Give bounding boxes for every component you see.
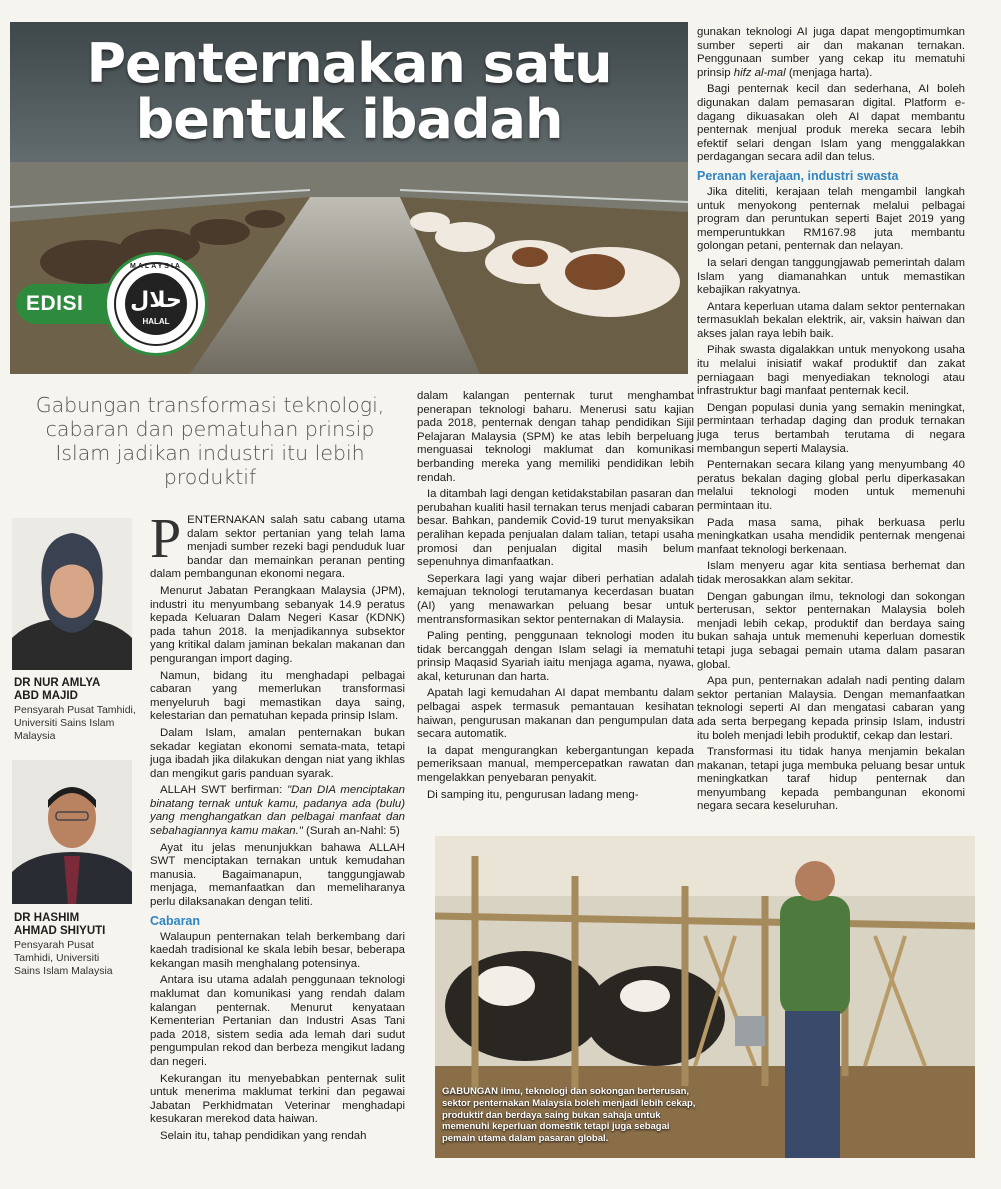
paragraph: dalam kalangan penternak turut menghambat penerapan teknologi baharu. Menerusi satu kajian pada 2018, penternak dengan tahap pendidikan Sijil Pelajaran Malaysia (SPM) ke atas lebih berpeluang menguasai teknologi maklumat dan komunikasi berbanding mereka yang memiliki pendidikan lebih rendah. — [417, 390, 694, 484]
paragraph: Ia ditambah lagi dengan ketidakstabilan pasaran dan perubahan kualiti hasil ternakan terus menjadi cabaran besar. Bahkan, pandemik Covid-19 turut menyaksikan peralihan kepada penjualan dalam talian, tetapi usaha promosi dan penjualan digital masih belum sepenuhnya dimanfaatkan. — [417, 488, 694, 569]
author-photo-1 — [12, 518, 132, 670]
paragraph: Islam menyeru agar kita sentiasa berhemat dan tidak merosakkan alam sekitar. — [697, 560, 965, 586]
author-photo-2 — [12, 760, 132, 904]
hero-photo — [10, 22, 688, 374]
author-portrait-1 — [12, 518, 132, 670]
subheading-cabaran: Cabaran — [150, 913, 201, 928]
article-column-middle — [417, 390, 694, 805]
halal-seal-arabic-icon: حلال — [130, 288, 182, 313]
paragraph: Kekurangan itu menyebabkan penternak sulit untuk menerima maklumat terkini dan pegawai Jabatan Perkhidmatan Veterinar menghadapi kesukaran merekod data haiwan. — [150, 1072, 405, 1126]
paragraph: Bagi penternak kecil dan sederhana, AI boleh digunakan dalam pemasaran digital. Platform e-dagang dikuasakan oleh AI dapat membantu penternak menjual produk mereka secara lebih efektif selari dengan Islam yang menggalakkan perdagangan secara adil dan telus. — [697, 83, 965, 164]
headline-line1: Penternakan satu — [86, 32, 612, 95]
article-column-right — [697, 26, 965, 817]
paragraph: Pihak swasta digalakkan untuk menyokong usaha itu melalui inisiatif wakaf produktif dan zakat perniagaan bagi menyediakan teknologi atau infrastruktur bagi manfaat penternak kecil. — [697, 344, 965, 398]
halal-seal-ring-text: MALAYSIA — [130, 263, 182, 270]
paragraph: Di samping itu, pengurusan ladang meng- — [427, 788, 639, 801]
paragraph: Dengan populasi dunia yang semakin meningkat, permintaan terhadap daging dan produk ternakan juga terus bertambah terutama di negara membangun seperti Malaysia. — [697, 401, 965, 455]
paragraph: Walaupun penternakan telah berkembang dari kaedah tradisional ke skala lebih besar, beberapa kekangan masih menghalang potensinya. — [150, 930, 405, 970]
author-name-2: DR HASHIM AHMAD SHIYUTI — [14, 912, 106, 937]
author-portrait-2 — [12, 760, 132, 904]
author-desc-1: Pensyarah Pusat Tamhidi, Universiti Sains Islam Malaysia — [14, 704, 136, 742]
paragraph: Antara keperluan utama dalam sektor penternakan termasuklah bekalan elektrik, air, vaksin haiwan dan akses jalan raya lebih baik. — [697, 300, 965, 340]
standfirst: Gabungan transformasi teknologi, cabaran dan pematuhan prinsip Islam jadikan industri itu lebih produktif — [35, 393, 385, 489]
headline-line2: bentuk ibadah — [135, 88, 563, 151]
paragraph: Dalam Islam, amalan penternakan bukan sekadar kegiatan ekonomi semata-mata, tetapi juga ibadah jika dilakukan dengan niat yang ikhlas dan mengikut garis panduan syarak. — [150, 726, 405, 780]
article-column-left — [150, 508, 406, 1147]
paragraph: Seperkara lagi yang wajar diberi perhatian adalah kemajuan teknologi terutamanya kecerdasan buatan (AI) yang menawarkan peluang besar untuk mentransformasikan sektor penternakan di Malaysia. — [417, 572, 694, 626]
edisi-badge — [16, 284, 108, 324]
paragraph: Paling penting, penggunaan teknologi moden itu tidak bercanggah dengan Islam selagi ia mematuhi prinsip Maqasid Syariah iaitu menjaga agama, nyawa, akal, keturunan dan harta. — [417, 630, 694, 683]
paragraph: Apa pun, penternakan adalah nadi penting dalam sektor pertanian Malaysia. Dengan memanfaatkan teknologi seperti AI dan mengatasi cabaran yang ada serta berpegang kepada prinsip Islam, industri itu boleh menjadi lebih produktif, cekap dan lestari. — [697, 675, 965, 742]
paragraph: Pada masa sama, pihak berkuasa perlu meningkatkan usaha mendidik penternak mengenai manfaat teknologi berkenaan. — [697, 516, 965, 556]
paragraph: Penternakan secara kilang yang menyumbang 40 peratus bekalan daging global perlu diperkasakan melalui teknologi moden untuk memenuhi permintaan itu. — [697, 459, 965, 512]
paragraph: Menurut Jabatan Perangkaan Malaysia (JPM), industri itu menyumbang sebanyak 14.9 peratus kepada Keluaran Dalam Negeri Kasar (KDNK) pada tahun 2018. Ia menjadikannya subsektor yang kritikal dalam jaminan bekalan makanan dan pengurangan import daging. — [150, 584, 405, 665]
paragraph: Dengan gabungan ilmu, teknologi dan sokongan berterusan, sektor penternakan Malaysia boleh menjadi lebih cekap, produktif dan berdaya saing bukan sahaja untuk memenuhi keperluan domestik tetapi juga sebagai pemain utama dalam pasaran global. — [697, 590, 965, 671]
paragraph: Selain itu, tahap pendidikan yang rendah — [160, 1129, 367, 1142]
edisi-label: EDISI — [26, 292, 84, 315]
quote-paragraph: ALLAH SWT berfirman: "Dan DIA menciptakan binatang ternak untuk kamu, padanya ada (bulu) yang menghangatkan dan pelbagai manfaat dan sebahagiannya kamu makan." (Surah an-Nahl: 5) — [150, 784, 406, 838]
subheading-peranan: Peranan kerajaan, industri swasta — [697, 168, 899, 183]
paragraph: Ayat itu jelas menunjukkan bahawa ALLAH SWT menciptakan ternakan untuk kemudahan manusia. Bagaimanapun, tanggungjawab menjaga, memanfaatkan dan memeliharanya perlu dilaksanakan dengan teliti. — [150, 841, 405, 909]
paragraph: Ia selari dengan tanggungjawab pemerintah dalam Islam yang diamanahkan untuk memastikan kebajikan rakyatnya. — [697, 256, 965, 297]
paragraph: Ia dapat mengurangkan kebergantungan kepada pemeriksaan manual, mempercepatkan rawatan dan mengelakkan penyebaran penyakit. — [417, 744, 694, 785]
author-name-1: DR NUR AMLYA ABD MAJID — [14, 677, 101, 702]
paragraph: Apatah lagi kemudahan AI dapat membantu dalam pelbagai aspek termasuk pemantauan kesihatan haiwan, pengurusan makanan dan pengumpulan data secara automatik. — [417, 687, 694, 741]
paragraph: Jika diteliti, kerajaan telah mengambil langkah untuk menyokong penternak melalui pelbagai program dan peruntukan seperti Bajet 2019 yang memperuntukkan RM167.98 juta membantu golongan petani, penternak dan nelayan. — [697, 185, 965, 253]
paragraph: Namun, bidang itu menghadapi pelbagai cabaran yang memerlukan transformasi menyeluruh bagi memastikan daya saing, kelestarian dan pematuhan kepada prinsip Islam. — [150, 669, 405, 723]
dropcap: P — [150, 508, 182, 570]
halal-seal-word: HALAL — [142, 317, 170, 326]
paragraph: Transformasi itu tidak hanya menjamin bekalan makanan, tetapi juga membuka peluang besar untuk meningkatkan taraf hidup penternak dan menyumbang kepada pembangunan ekonomi negara secara keseluruhan. — [697, 746, 965, 813]
halal-seal — [104, 252, 208, 356]
paragraph: gunakan teknologi AI juga dapat mengoptimumkan sumber seperti air dan makanan ternakan. Penggunaan sumber yang cekap itu mematuhi prinsip hifz al-mal (menjaga harta). — [697, 26, 965, 79]
paragraph: Antara isu utama adalah penggunaan teknologi maklumat dan komunikasi yang rendah dalam kalangan penternak. Menurut kenyataan Kementerian Pertanian dan Industri Asas Tani pada 2018, sistem sedia ada lemah dari sudut pengumpulan rekod dan berbeza mengikut ladang dan negeri. — [150, 974, 405, 1068]
lead-paragraph: PENTERNAKAN salah satu cabang utama dalam sektor pertanian yang telah lama menjadi sumber rezeki bagi penduduk luar bandar dan memainkan peranan penting dalam pembangunan ekonomi negara. — [150, 508, 405, 581]
photo-caption: GABUNGAN ilmu, teknologi dan sokongan berterusan, sektor penternakan Malaysia boleh menjadi lebih cekap, produktif dan berdaya saing bukan sahaja untuk memenuhi keperluan domestik tetapi juga sebagai pemain utama dalam pasaran global. — [442, 1086, 696, 1145]
author-desc-2: Pensyarah Pusat Tamhidi, Universiti Sains Islam Malaysia — [14, 939, 113, 977]
